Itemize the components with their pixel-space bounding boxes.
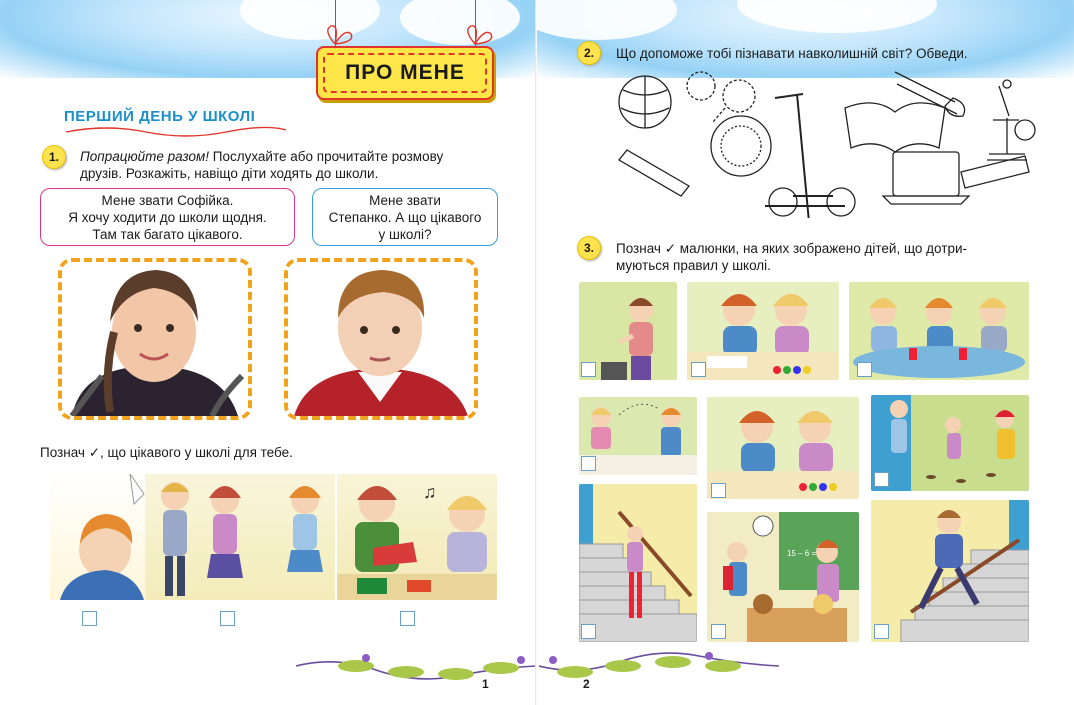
checkbox-left-1[interactable]: [82, 611, 97, 626]
checkmark-icon: ✓: [88, 445, 101, 460]
mark-prompt-a: Познач: [40, 445, 85, 460]
speech-bubble-stepanko: [312, 188, 498, 246]
craft-lesson-icon: [337, 474, 497, 600]
illustration-craft-lesson: [337, 474, 497, 600]
bubble-line: Там так багато цікавого.: [92, 227, 243, 242]
kids-dining-icon: [849, 282, 1029, 380]
checkbox-right-3[interactable]: [857, 362, 872, 377]
muddy-floor-icon: [871, 395, 1029, 491]
task-3-text-b: малюнки, на яких зображено дітей, що дотри-: [676, 241, 967, 256]
checkbox-left-3[interactable]: [400, 611, 415, 626]
task-3-text: [616, 240, 1036, 274]
task-3-line2: муються правил у школі.: [616, 258, 771, 273]
checkbox-right-5[interactable]: [711, 483, 726, 498]
bubble-line: Мене звати: [369, 193, 441, 208]
task-1-line2: друзів. Розкажіть, навіщо діти ходять до школи.: [80, 166, 379, 181]
bubble-line: Степанко. А що цікавого: [328, 210, 482, 225]
board-text: 15 – 6 =: [787, 549, 817, 558]
bubble-line: Мене звати Софійка.: [101, 193, 234, 208]
illustration-classroom: [707, 512, 859, 642]
bubble-line: Я хочу ходити до школи щодня.: [68, 210, 267, 225]
page-number: 1: [482, 677, 489, 691]
checkbox-right-6[interactable]: [874, 472, 889, 487]
task-1-text: [80, 148, 500, 182]
checkbox-right-7[interactable]: [581, 624, 596, 639]
task-number-badge: 1.: [42, 145, 66, 169]
illustration-boy-sliding-rail: [871, 500, 1029, 642]
illustration-muddy-floor: [871, 395, 1029, 491]
svg-text:♫: ♫: [423, 482, 437, 502]
page-number: 2: [583, 677, 590, 691]
tools-outline-illustration: [615, 68, 1065, 218]
girl-portrait-icon: [62, 262, 248, 416]
illustration-children-talking: [145, 474, 335, 600]
speech-bubble-sofiia: [40, 188, 295, 246]
illustration-kids-at-desk: [707, 397, 859, 499]
checkmark-icon: ✓: [664, 241, 677, 256]
vine-ornament-icon: [539, 652, 779, 692]
mark-prompt: [40, 444, 440, 461]
task-number-badge: 2.: [577, 41, 601, 65]
kids-drawing-icon: [687, 282, 839, 380]
checkbox-left-2[interactable]: [220, 611, 235, 626]
illustration-food-fight: [579, 397, 697, 475]
illustration-kids-drawing: [687, 282, 839, 380]
task-number-badge: 3.: [577, 236, 601, 260]
mark-prompt-b: , що цікавого у школі для тебе.: [100, 445, 293, 460]
illustration-girl-stairs: [579, 484, 697, 642]
right-page: [537, 0, 1074, 705]
checkbox-right-2[interactable]: [691, 362, 706, 377]
illustration-kids-dining: [849, 282, 1029, 380]
checkbox-right-8[interactable]: [711, 624, 726, 639]
task-2-text: Що допоможе тобі пізнавати навколишній світ? Обведи.: [616, 46, 968, 61]
girl-stairs-icon: [579, 484, 697, 642]
task-3-text-a: Познач: [616, 241, 661, 256]
food-fight-icon: [579, 397, 697, 475]
page-title-plaque: [316, 46, 494, 100]
kids-at-desk-icon: [707, 397, 859, 499]
checkbox-right-1[interactable]: [581, 362, 596, 377]
task-1-line1: Послухайте або прочитайте розмову: [208, 149, 444, 164]
task-1-italic: Попрацюйте разом!: [80, 149, 209, 164]
section-heading: ПЕРШИЙ ДЕНЬ У ШКОЛІ: [64, 108, 256, 125]
illustration-boy-thinking: [50, 474, 145, 600]
bubble-line: у школі?: [378, 227, 432, 242]
children-talking-icon: [145, 474, 335, 600]
boy-portrait-icon: [288, 262, 474, 416]
vine-ornament-icon: [296, 652, 536, 692]
photo-girl: [58, 258, 252, 420]
checkbox-right-9[interactable]: [874, 624, 889, 639]
photo-boy: [284, 258, 478, 420]
heading-underline-icon: [64, 126, 292, 138]
page-title: ПРО МЕНЕ: [323, 53, 487, 93]
boy-sliding-rail-icon: [871, 500, 1029, 642]
checkbox-right-4[interactable]: [581, 456, 596, 471]
classroom-icon: [707, 512, 859, 642]
thinking-boy-icon: [50, 474, 145, 600]
